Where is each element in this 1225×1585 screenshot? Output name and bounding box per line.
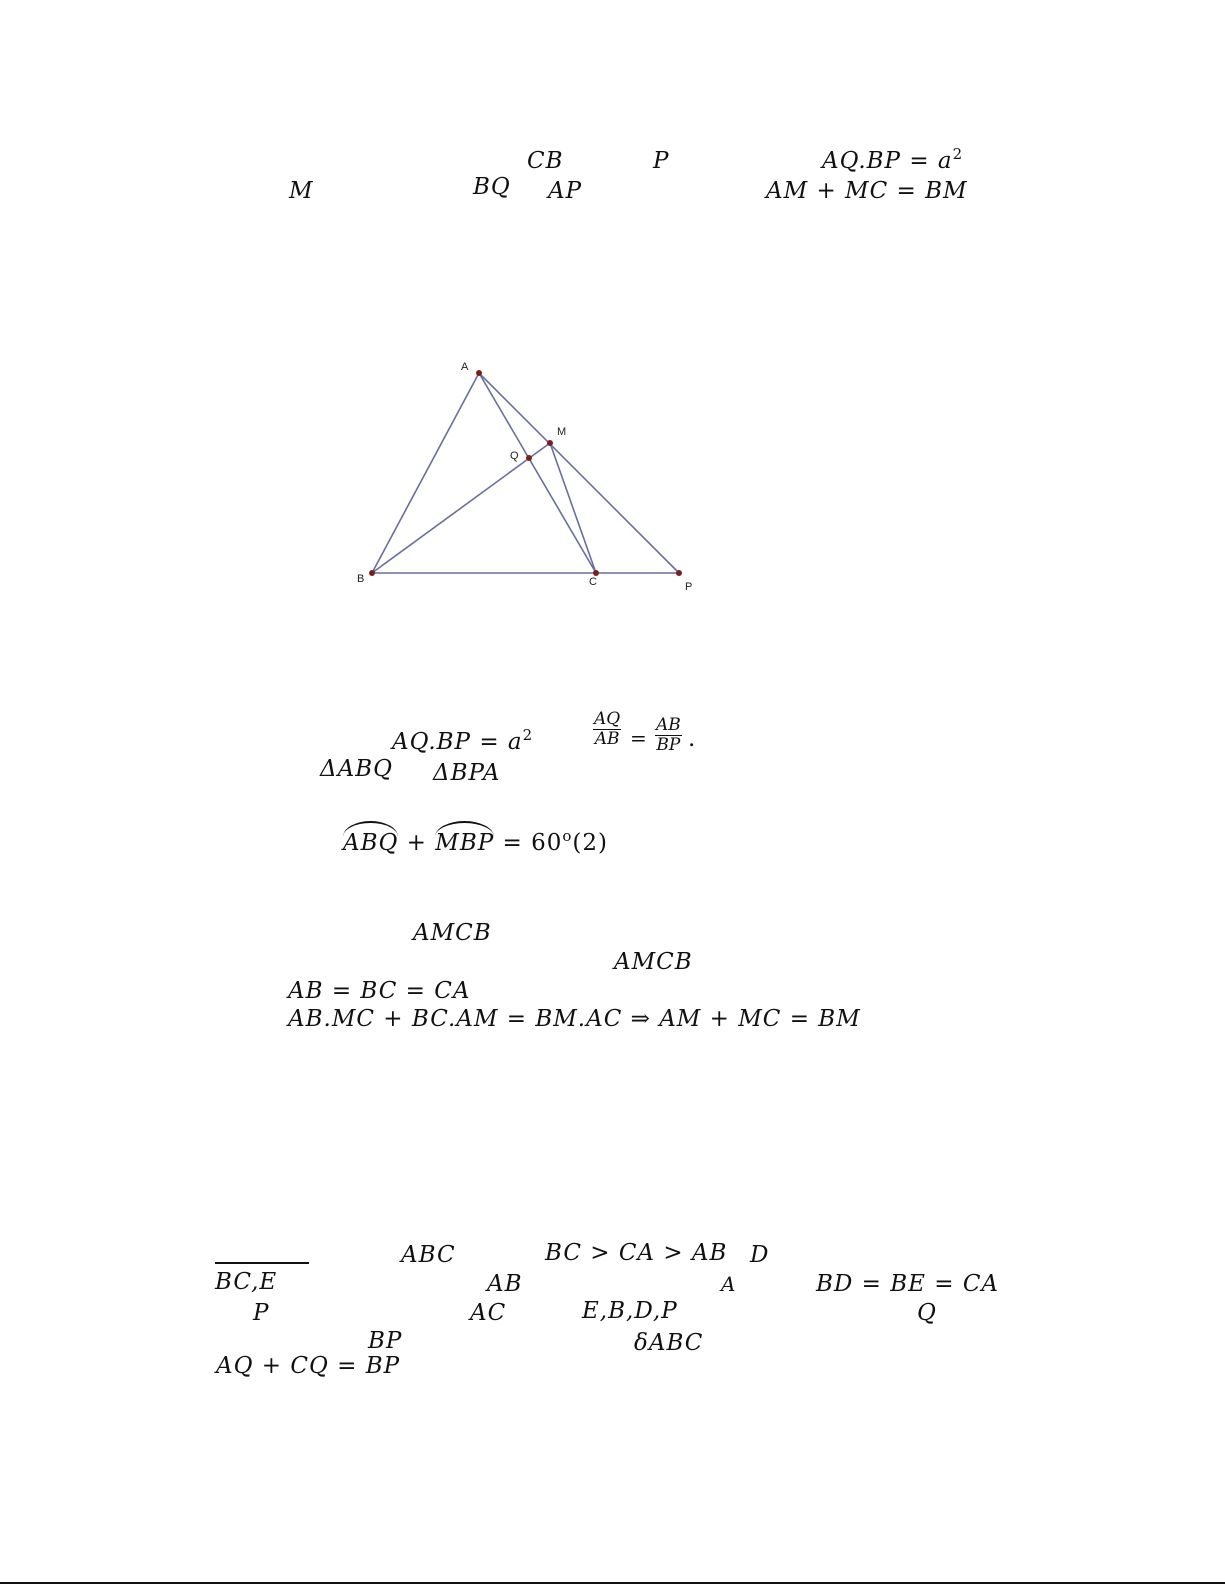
math-ab: AB: [487, 1271, 523, 1297]
fraction-numerator: AB: [656, 715, 681, 735]
math-p: P: [253, 1300, 270, 1326]
math-q: Q: [917, 1300, 937, 1326]
math-exponent: 2: [952, 145, 964, 163]
math-bm: BM: [925, 178, 968, 204]
label-p: P: [685, 581, 693, 593]
point-b: [369, 570, 375, 576]
fraction-numerator: AQ: [594, 709, 621, 729]
point-a: [476, 370, 482, 376]
math-exponent: 2: [522, 726, 534, 744]
math-period: .: [688, 726, 697, 752]
page-bottom-rule: [0, 1582, 1225, 1584]
math-e-b-d-p: E,B,D,P: [582, 1298, 678, 1324]
math-plus: +: [398, 830, 436, 856]
math-condition: [392, 728, 533, 754]
fraction-ab-bp: [655, 717, 682, 754]
equation-tag: (2): [572, 830, 609, 856]
label-b: B: [357, 573, 365, 585]
math-a: a: [507, 729, 523, 755]
math-ptolemy: AB.MC + BC.AM = BM.AC ⇒ AM + MC = BM: [288, 1006, 861, 1032]
math-conclusion: AQ + CQ = BP: [216, 1353, 401, 1379]
math-eq: =: [888, 178, 926, 204]
angle-mbp: MBP: [435, 830, 495, 856]
math-aq-bp: AQ.BP: [822, 148, 902, 174]
math-eq: =: [630, 726, 648, 750]
math-d: D: [750, 1242, 770, 1268]
label-q: Q: [510, 450, 519, 462]
label-c: C: [589, 576, 597, 588]
math-bq: BQ: [473, 174, 511, 200]
math-amcb: AMCB: [413, 920, 492, 946]
math-amcb-2: AMCB: [614, 949, 693, 975]
label-m: M: [557, 426, 567, 438]
math-ac: AC: [470, 1300, 507, 1326]
math-ap: AP: [548, 178, 583, 204]
math-aq-bp: AQ.BP: [392, 729, 472, 755]
math-equal-sides: AB = BC = CA: [288, 978, 471, 1004]
math-a: A: [721, 1272, 737, 1296]
fraction-denominator: BP: [656, 735, 681, 755]
point-q: [526, 455, 532, 461]
fraction-aq-ab: [593, 711, 621, 748]
segment-ab: [372, 373, 479, 573]
math-cb: CB: [527, 148, 564, 174]
math-bd-be-ca: BD = BE = CA: [816, 1271, 1000, 1297]
math-eq: =: [901, 148, 938, 174]
geometry-figure: [0, 0, 1225, 700]
math-abc: ABC: [401, 1242, 456, 1268]
point-p: [676, 570, 682, 576]
segment-bm: [372, 443, 550, 573]
angle-abq: ABQ: [343, 830, 399, 856]
overline-bar: [215, 1262, 309, 1264]
point-m: [547, 440, 553, 446]
degree-mark: o: [562, 827, 573, 845]
math-bc-e: BC,E: [215, 1269, 278, 1295]
math-sixty: = 60: [494, 830, 563, 856]
math-triangle-bpa: ΔBPA: [433, 760, 501, 786]
math-p: P: [653, 148, 670, 174]
fraction-denominator: AB: [594, 729, 620, 749]
math-am-mc: AM + MC: [766, 178, 889, 204]
math-delta-abc: δABC: [634, 1330, 704, 1356]
label-a: A: [461, 361, 469, 373]
math-bp: BP: [368, 1328, 403, 1354]
segment-mc: [550, 443, 596, 573]
math-m: M: [289, 178, 314, 204]
math-triangle-abq: ΔABQ: [320, 756, 393, 782]
math-eq: =: [471, 729, 508, 755]
math-inequality: BC > CA > AB: [545, 1240, 728, 1266]
math-a: a: [937, 148, 953, 174]
math-angle-sum: [343, 829, 608, 855]
